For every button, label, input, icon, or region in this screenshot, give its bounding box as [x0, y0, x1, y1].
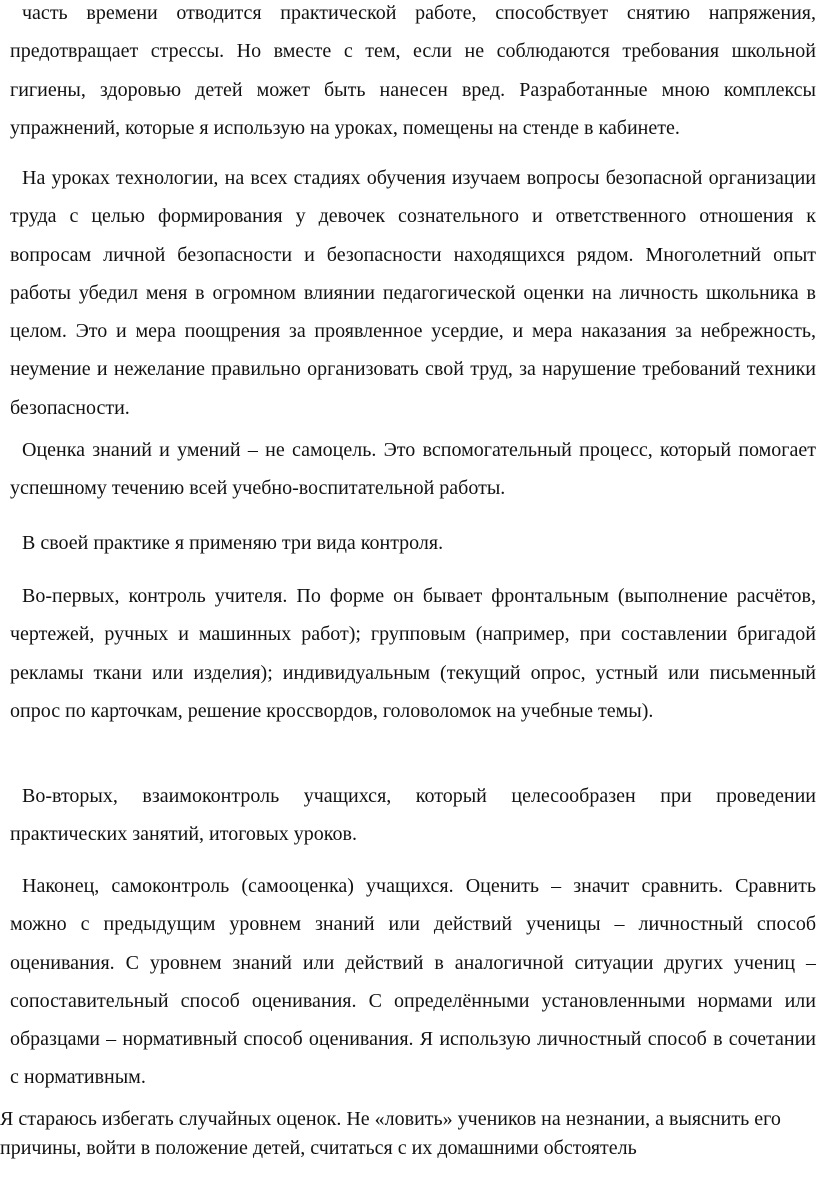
paragraph-4: В своей практике я применяю три вида контроля.	[22, 532, 444, 554]
paragraph-6: Во-вторых, взаимоконтроль учащихся, который целесообразен при проведении практических занятий, итоговых уроков.	[10, 785, 816, 846]
paragraph-2: На уроках технологии, на всех стадиях обучения изучаем вопросы безопасной организации труда с целью формирования у девочек сознательного и ответственного отношения к вопросам личной безопасности и безопасности находящихся рядом. Многолетний опыт работы убедил меня в огромном влиянии педагогической оценки на личность школьника в целом. Это и мера поощрения за проявленное усердие, и мера наказания за небрежность, неумение и нежелание правильно организовать свой труд, за нарушение требований техники безопасности.	[10, 167, 816, 419]
paragraph-1: часть времени отводится практической работе, способствует снятию напряжения, предотвращает стрессы. Но вместе с тем, если не соблюдаются требования школьной гигиены, здоровью детей может быть нанесен вред. Разработанные мною комплексы упражнений, которые я использую на уроках, помещены на стенде в кабинете.	[10, 2, 816, 139]
paragraph-3: Оценка знаний и умений – не самоцель. Это вспомогательный процесс, который помогает успешному течению всей учебно-воспитательной работы.	[10, 439, 816, 500]
paragraph-8: Я стараюсь избегать случайных оценок. Не «ловить» учеников на незнании, а выяснить его причины, войти в положение детей, считаться с их домашними обстоятель	[0, 1108, 781, 1159]
paragraph-5: Во-первых, контроль учителя. По форме он бывает фронтальным (выполнение расчётов, чертежей, ручных и машинных работ); групповым (например, при составлении бригадой рекламы ткани или изделия); индивидуальным (текущий опрос, устный или письменный опрос по карточкам, решение кроссвордов, головоломок на учебные темы).	[10, 585, 816, 722]
paragraph-7: Наконец, самоконтроль (самооценка) учащихся. Оценить – значит сравнить. Сравнить можно с предыдущим уровнем знаний или действий ученицы – личностный способ оценивания. С уровнем знаний или действий в аналогичной ситуации других учениц – сопоставительный способ оценивания. С определёнными установленными нормами или образцами – нормативный способ оценивания. Я использую личностный способ в сочетании с нормативным.	[10, 875, 816, 1089]
